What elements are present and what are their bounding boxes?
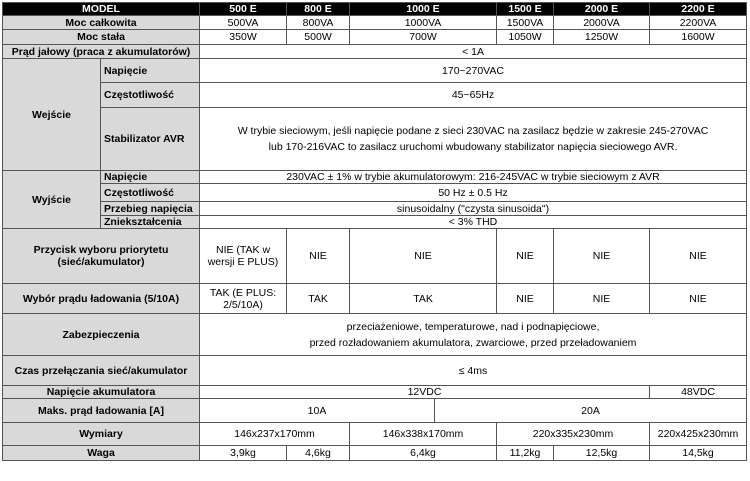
row-wyjscie-czestotliwosc — [3, 184, 747, 202]
cell-value: NIE — [554, 284, 650, 314]
cell-value: NIE — [350, 229, 497, 284]
cell-value: NIE (TAK w wersji E PLUS) — [200, 229, 287, 284]
label-napiecie: Napięcie — [101, 59, 200, 83]
label-czas-przelaczania: Czas przełączania sieć/akumulator — [3, 356, 200, 386]
cell-value: NIE — [497, 229, 554, 284]
model-500e: 500 E — [200, 3, 287, 16]
label-wymiary: Wymiary — [3, 423, 200, 446]
zabezpieczenia-line-2: przed rozładowaniem akumulatora, zwarciowe, przed przeładowaniem — [309, 336, 637, 349]
zabezpieczenia-description — [200, 314, 747, 356]
header-row — [3, 3, 747, 16]
model-2200e: 2200 E — [650, 3, 747, 16]
cell-value: 14,5kg — [650, 446, 747, 461]
cell-value: 6,4kg — [350, 446, 497, 461]
avr-description — [200, 108, 747, 171]
cell-value: 10A — [200, 399, 435, 423]
row-napiecie-akumulatora — [3, 386, 747, 399]
cell-value: TAK — [350, 284, 497, 314]
cell-value: 2000VA — [554, 16, 650, 30]
model-1500e: 1500 E — [497, 3, 554, 16]
cell-value: sinusoidalny ("czysta sinusoida") — [200, 202, 747, 216]
cell-value: 1600W — [650, 30, 747, 45]
model-label: MODEL — [3, 3, 200, 16]
cell-value: 800VA — [287, 16, 350, 30]
label-prad-jalowy: Prąd jałowy (praca z akumulatorów) — [3, 45, 200, 59]
row-zabezpieczenia — [3, 314, 747, 356]
cell-value: 12,5kg — [554, 446, 650, 461]
label-przebieg: Przebieg napięcia — [101, 202, 200, 216]
model-800e: 800 E — [287, 3, 350, 16]
model-2000e: 2000 E — [554, 3, 650, 16]
row-wymiary — [3, 423, 747, 446]
label-maks-prad: Maks. prąd ładowania [A] — [3, 399, 200, 423]
label-napiecie-akumulatora: Napięcie akumulatora — [3, 386, 200, 399]
cell-value: 220x425x230mm — [650, 423, 747, 446]
row-wejscie-czestotliwosc — [3, 83, 747, 108]
label-czestotliwosc: Częstotliwość — [101, 184, 200, 202]
row-wyjscie-znieksztalcenia — [3, 216, 747, 229]
cell-value: 1250W — [554, 30, 650, 45]
cell-value: 146x237x170mm — [200, 423, 350, 446]
cell-value: 500W — [287, 30, 350, 45]
label-zabezpieczenia: Zabezpieczenia — [3, 314, 200, 356]
row-prad-jalowy — [3, 45, 747, 59]
cell-value: 170~270VAC — [200, 59, 747, 83]
row-wyjscie-napiecie — [3, 171, 747, 184]
row-przycisk — [3, 229, 747, 284]
row-moc-calkowita — [3, 16, 747, 30]
cell-value: 500VA — [200, 16, 287, 30]
cell-value: 700W — [350, 30, 497, 45]
cell-value: 220x335x230mm — [497, 423, 650, 446]
row-czas-przelaczania — [3, 356, 747, 386]
cell-value: ≤ 4ms — [200, 356, 747, 386]
label-stabilizator-avr: Stabilizator AVR — [101, 108, 200, 171]
row-wejscie-avr — [3, 108, 747, 171]
label-wybor-pradu: Wybór prądu ładowania (5/10A) — [3, 284, 200, 314]
cell-value: TAK (E PLUS: 2/5/10A) — [200, 284, 287, 314]
avr-line-2: lub 170-216VAC to zasilacz uruchomi wbudowany stabilizator napięcia sieciowego AVR. — [268, 141, 678, 153]
cell-value: TAK — [287, 284, 350, 314]
label-moc-calkowita: Moc całkowita — [3, 16, 200, 30]
cell-value: < 1A — [200, 45, 747, 59]
cell-value: 45~65Hz — [200, 83, 747, 108]
label-wyjscie: Wyjście — [3, 171, 101, 229]
label-napiecie: Napięcie — [101, 171, 200, 184]
cell-value: NIE — [650, 284, 747, 314]
zabezpieczenia-line-1: przeciażeniowe, temperaturowe, nad i podnapięciowe, — [346, 320, 600, 333]
cell-value: 3,9kg — [200, 446, 287, 461]
cell-value: 230VAC ± 1% w trybie akumulatorowym: 216-245VAC w trybie sieciowym z AVR — [200, 171, 747, 184]
label-znieksztalcenia: Zniekształcenia — [101, 216, 200, 229]
cell-value: < 3% THD — [200, 216, 747, 229]
cell-value: 12VDC — [200, 386, 650, 399]
row-wejscie-napiecie — [3, 59, 747, 83]
cell-value: 1000VA — [350, 16, 497, 30]
cell-value: 1500VA — [497, 16, 554, 30]
avr-line-1: W trybie sieciowym, jeśli napięcie podane z sieci 230VAC na zasilacz będzie w zakresie 245-270VAC — [237, 125, 709, 137]
label-czestotliwosc: Częstotliwość — [101, 83, 200, 108]
cell-value: 4,6kg — [287, 446, 350, 461]
cell-value: 11,2kg — [497, 446, 554, 461]
row-wybor-pradu — [3, 284, 747, 314]
label-wejscie: Wejście — [3, 59, 101, 171]
cell-value: NIE — [554, 229, 650, 284]
cell-value: NIE — [650, 229, 747, 284]
row-waga — [3, 446, 747, 461]
cell-value: 50 Hz ± 0.5 Hz — [200, 184, 747, 202]
cell-value: 20A — [435, 399, 747, 423]
label-przycisk: Przycisk wyboru priorytetu (sieć/akumulator) — [3, 229, 200, 284]
cell-value: 146x338x170mm — [350, 423, 497, 446]
row-moc-stala — [3, 30, 747, 45]
cell-value: 1050W — [497, 30, 554, 45]
row-wyjscie-przebieg — [3, 202, 747, 216]
spec-table — [2, 2, 747, 461]
model-1000e: 1000 E — [350, 3, 497, 16]
label-waga: Waga — [3, 446, 200, 461]
cell-value: NIE — [287, 229, 350, 284]
cell-value: 48VDC — [650, 386, 747, 399]
cell-value: 2200VA — [650, 16, 747, 30]
label-moc-stala: Moc stała — [3, 30, 200, 45]
cell-value: NIE — [497, 284, 554, 314]
cell-value: 350W — [200, 30, 287, 45]
row-maks-prad — [3, 399, 747, 423]
